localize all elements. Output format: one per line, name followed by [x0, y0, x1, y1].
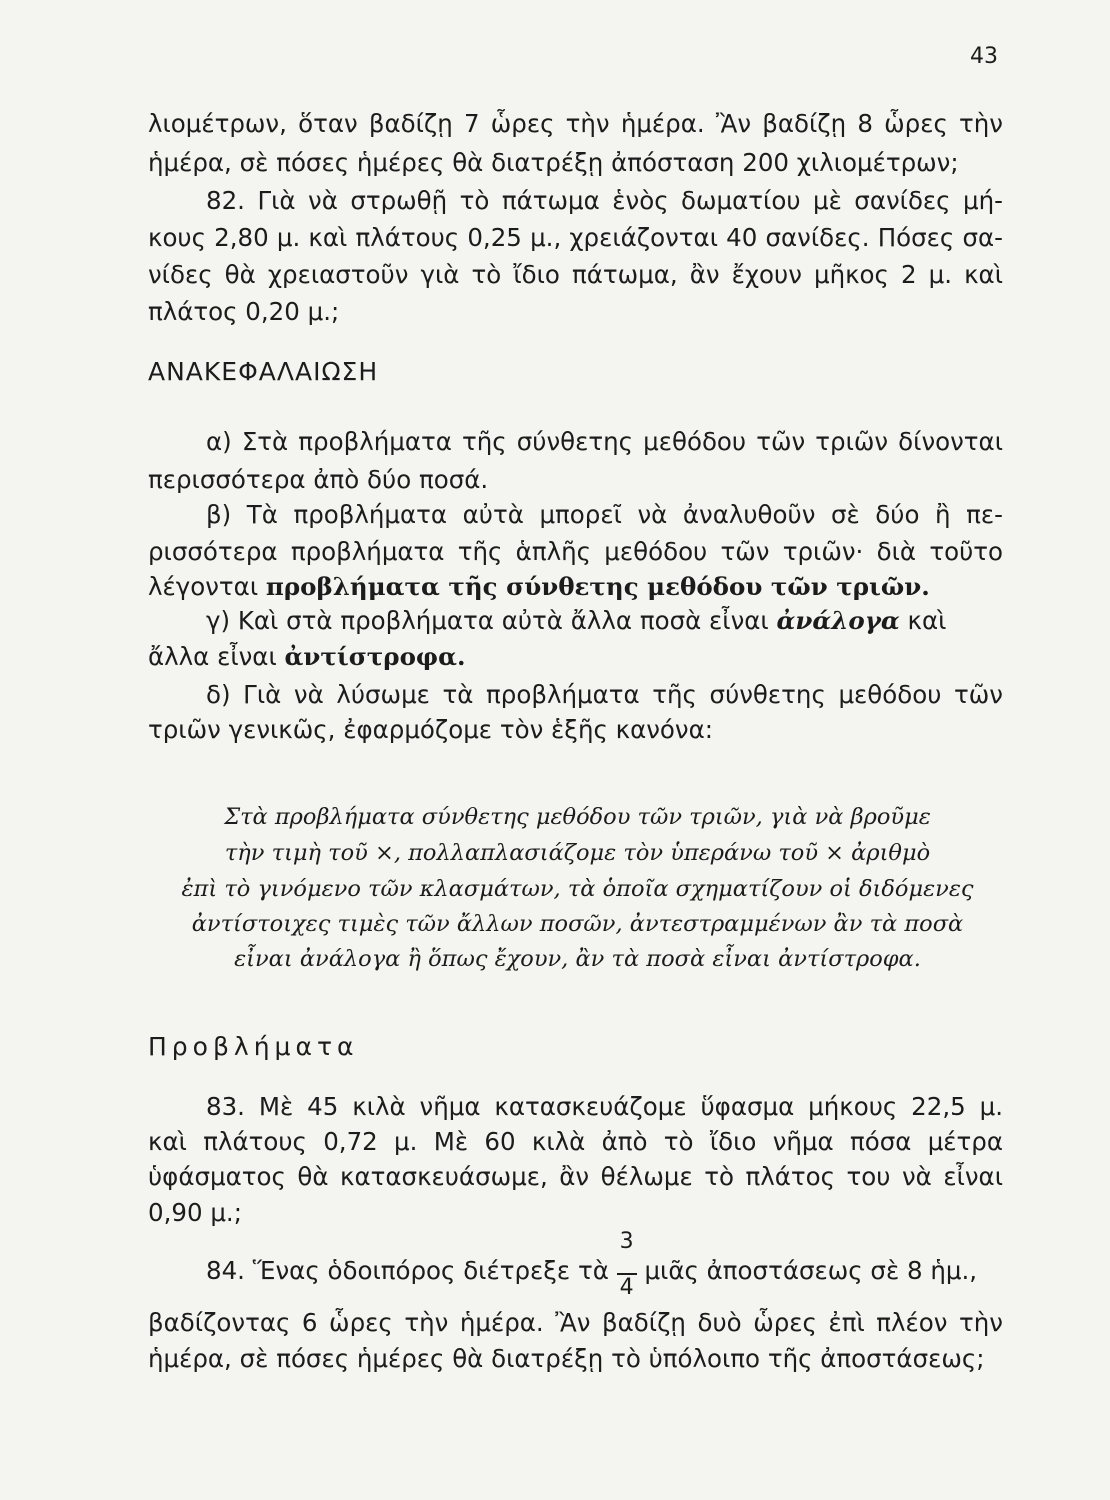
page-number: 43: [970, 44, 998, 69]
intro-line: ἡμέρα, σὲ πόσες ἡμέρες θὰ διατρέξῃ ἀπόσταση 200 χιλιομέτρων;: [148, 148, 959, 177]
problem-83-line: ὑφάσματος θὰ κατασκευάσωμε, ἂν θέλωμε τὸ πλάτος του νὰ εἶναι: [148, 1162, 1003, 1191]
summary-heading: ΑΝΑΚΕΦΑΛΑΙΩΣΗ: [148, 357, 379, 386]
problem-84-line: ἡμέρα, σὲ πόσες ἡμέρες θὰ διατρέξῃ τὸ ὑπόλοιπο τῆς ἀποστάσεως;: [148, 1344, 985, 1373]
summary-c-text: καὶ: [899, 606, 947, 635]
summary-d-line: δ) Γιὰ νὰ λύσωμε τὰ προβλήματα τῆς σύνθετης μεθόδου τῶν: [206, 680, 1003, 709]
summary-b-line: β) Τὰ προβλήματα αὐτὰ μπορεῖ νὰ ἀναλυθοῦν σὲ δύο ἢ πε-: [206, 500, 1003, 529]
problem-82-line: νίδες θὰ χρειαστοῦν γιὰ τὸ ἴδιο πάτωμα, ἂν ἔχουν μῆκος 2 μ. καὶ: [148, 260, 1003, 289]
summary-c-line: [148, 640, 465, 674]
fraction-numerator: 3: [619, 1229, 634, 1254]
problem-84-text: 84. Ἕνας ὁδοιπόρος διέτρεξε τὰ: [206, 1256, 609, 1285]
summary-b-bold: προβλήματα τῆς σύνθετης μεθόδου τῶν τριῶν.: [265, 572, 930, 601]
problems-heading: Προβλήματα: [148, 1032, 359, 1061]
summary-a-line: περισσότερα ἀπὸ δύο ποσά.: [148, 465, 489, 494]
problem-84-line: βαδίζοντας 6 ὧρες τὴν ἡμέρα. Ἂν βαδίζῃ δυὸ ὧρες ἐπὶ πλέον τὴν: [148, 1308, 1003, 1337]
summary-c-bold-antistrofa: ἀντίστροφα.: [284, 642, 466, 671]
summary-d-line: τριῶν γενικῶς, ἐφαρμόζομε τὸν ἑξῆς κανόνα:: [148, 715, 713, 744]
rule-line: ἐπὶ τὸ γινόμενο τῶν κλασμάτων, τὰ ὁποῖα σχηματίζουν οἱ διδόμενες: [181, 876, 974, 902]
summary-c-line: [206, 604, 1003, 638]
rule-line: τὴν τιμὴ τοῦ ×, πολλαπλασιάζομε τὸν ὑπεράνω τοῦ × ἀριθμὸ: [224, 840, 931, 866]
rule-line: Στὰ προβλήματα σύνθετης μεθόδου τῶν τριῶν, γιὰ νὰ βροῦμε: [224, 804, 931, 830]
summary-c-text: ἄλλα εἶναι: [148, 642, 285, 671]
problem-83-line: καὶ πλάτους 0,72 μ. Μὲ 60 κιλὰ ἀπὸ τὸ ἴδιο νῆμα πόσα μέτρα: [148, 1127, 1003, 1156]
summary-b-text: λέγονται: [148, 572, 266, 601]
intro-line: λιομέτρων, ὅταν βαδίζῃ 7 ὧρες τὴν ἡμέρα. Ἂν βαδίζῃ 8 ὧρες τὴν: [148, 109, 1003, 138]
problem-83-line: 83. Μὲ 45 κιλὰ νῆμα κατασκευάζομε ὕφασμα μήκους 22,5 μ.: [206, 1092, 1003, 1121]
summary-b-line: [148, 570, 930, 604]
problem-84-line: [206, 1229, 978, 1300]
problem-83-line: 0,90 μ.;: [148, 1198, 242, 1227]
problem-82-line: 82. Γιὰ νὰ στρωθῇ τὸ πάτωμα ἑνὸς δωματίου μὲ σανίδες μή-: [206, 186, 1003, 215]
summary-c-bold-analoga: ἀνάλογα: [776, 606, 900, 635]
summary-c-text: γ) Καὶ στὰ προβλήματα αὐτὰ ἄλλα ποσὰ εἶναι: [206, 606, 777, 635]
problem-82-line: πλάτος 0,20 μ.;: [148, 297, 340, 326]
fraction-three-quarters: [617, 1229, 637, 1300]
problem-84-text: μιᾶς ἀποστάσεως σὲ 8 ἡμ.,: [644, 1256, 978, 1285]
problem-82-line: κους 2,80 μ. καὶ πλάτους 0,25 μ., χρειάζονται 40 σανίδες. Πόσες σα-: [148, 223, 1003, 252]
rule-line: εἶναι ἀνάλογα ἢ ὅπως ἔχουν, ἂν τὰ ποσὰ εἶναι ἀντίστροφα.: [234, 946, 921, 972]
fraction-denominator: 4: [619, 1275, 634, 1300]
summary-a-line: α) Στὰ προβλήματα τῆς σύνθετης μεθόδου τῶν τριῶν δίνονται: [206, 427, 1003, 456]
rule-line: ἀντίστοιχες τιμὲς τῶν ἄλλων ποσῶν, ἀντεστραμμένων ἂν τὰ ποσὰ: [191, 911, 964, 937]
summary-b-line: ρισσότερα προβλήματα τῆς ἁπλῆς μεθόδου τῶν τριῶν· διὰ τοῦτο: [148, 537, 1003, 566]
